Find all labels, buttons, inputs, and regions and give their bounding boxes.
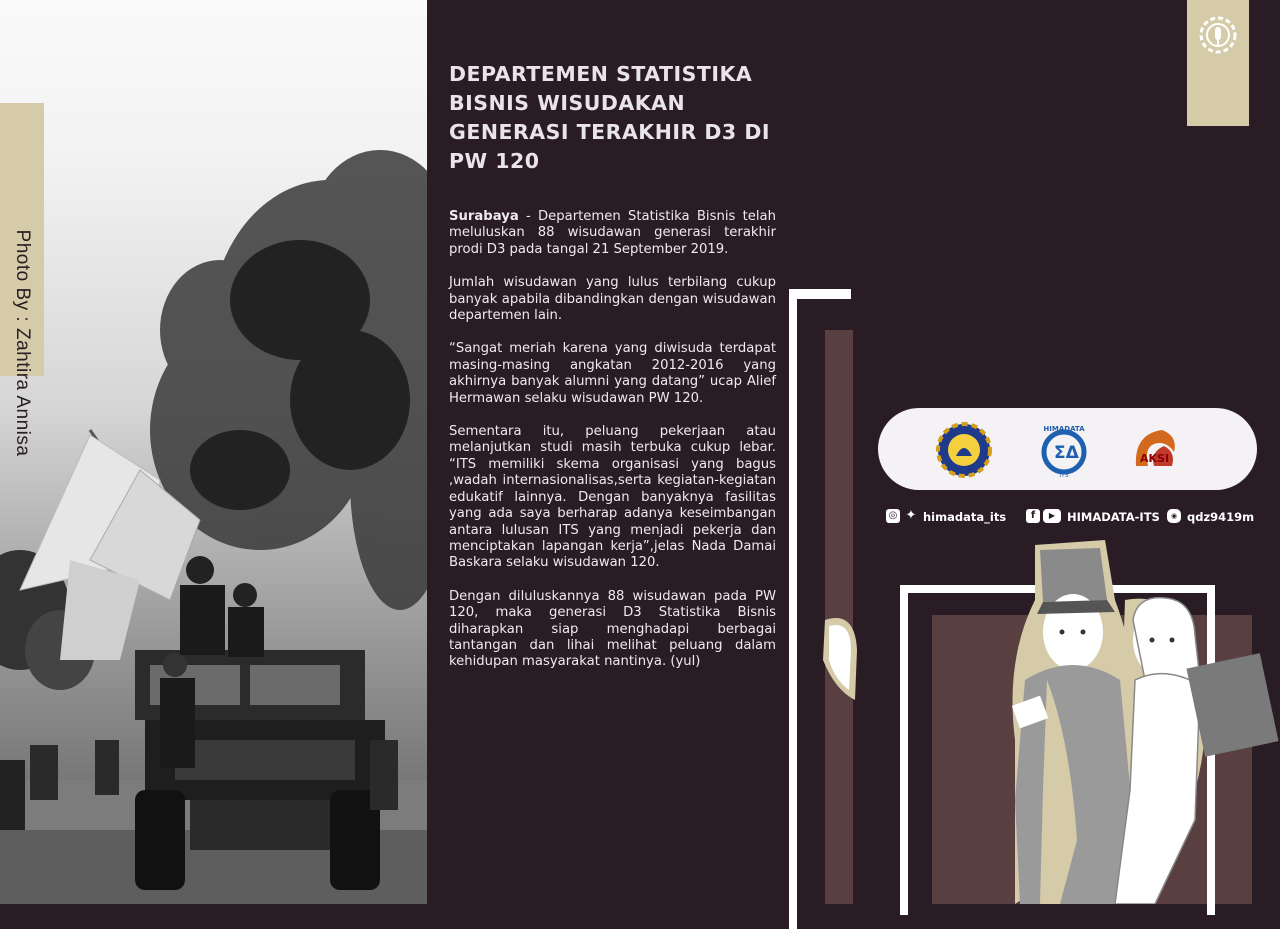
svg-text:HIMADATA: HIMADATA	[1043, 425, 1085, 433]
facebook-icon[interactable]: f	[1026, 509, 1040, 523]
article-paragraph-2: Jumlah wisudawan yang lulus terbilang cukup banyak apabila dibandingkan dengan wisudawan departemen lain.	[449, 275, 776, 324]
its-logo	[936, 422, 992, 478]
article-paragraph-4: Sementara itu, peluang pekerjaan atau melanjutkan studi masih terbuka cukup lebar. “ITS memiliki skema organisasi yang bagus ,wadah internasionalisas,serta kegiatan-kegiatan edukatif lainnya. Dengan banyaknya fasilitas yang ada saya berharap adanya keseimbangan antara lulusan ITS yang menjadi pekerja dan menciptakan lapangan kerja”,jelas Nada Damai Baskara selaku wisudawan 120.	[449, 424, 776, 571]
svg-text:AKSI: AKSI	[1140, 452, 1170, 465]
line-id[interactable]: qdz9419m	[1187, 510, 1255, 524]
gold-corner-tab	[1187, 0, 1249, 126]
hero-photo	[0, 0, 427, 904]
graduates-illustration	[815, 540, 1280, 904]
facebook-youtube-handle[interactable]: HIMADATA-ITS	[1067, 510, 1160, 524]
aksi-logo	[1126, 422, 1182, 478]
article-paragraph-5: Dengan diluluskannya 88 wisudawan pada PW 120, maka generasi D3 Statistika Bisnis diharapkan siap menghadapi berbagai tantangan dan lihai melihat peluang dalam kehidupan masyarakat nantinya. (yul)	[449, 588, 776, 670]
line-icon[interactable]: ◉	[1167, 509, 1181, 523]
photo-credit-tab	[0, 103, 44, 457]
twitter-instagram-handle[interactable]: himadata_its	[923, 510, 1007, 524]
social-bar	[886, 508, 1266, 528]
article-paragraph-3: “Sangat meriah karena yang diwisuda terdapat masing-masing angkatan 2012-2016 yang akhirnya banyak alumni yang datang” ucap Alief Hermawan selaku wisudawan PW 120.	[449, 341, 776, 406]
article-body	[449, 209, 776, 688]
youtube-icon[interactable]: ▶	[1043, 509, 1061, 523]
instagram-icon[interactable]: ◎	[886, 509, 900, 523]
dateline-place: Surabaya	[449, 209, 519, 224]
photo-credit: Photo By : Zahtira Annisa	[12, 229, 33, 457]
article-paragraph-1: Surabaya - Departemen Statistika Bisnis telah meluluskan 88 wisudawan generasi terakhir prodi D3 pada tangal 21 September 2019.	[449, 209, 776, 257]
graduation-parade-illustration	[0, 0, 427, 904]
gear-emblem-icon	[1195, 12, 1241, 58]
twitter-icon[interactable]: ✦	[905, 508, 917, 523]
svg-text:ITS: ITS	[1059, 472, 1069, 478]
logo-bar	[878, 408, 1257, 490]
svg-text:ΣΔ: ΣΔ	[1054, 443, 1079, 463]
headline: DEPARTEMEN STATISTIKA BISNIS WISUDAKAN GENERASI TERAKHIR D3 DI PW 120	[449, 62, 770, 173]
himadata-logo	[1036, 422, 1092, 478]
